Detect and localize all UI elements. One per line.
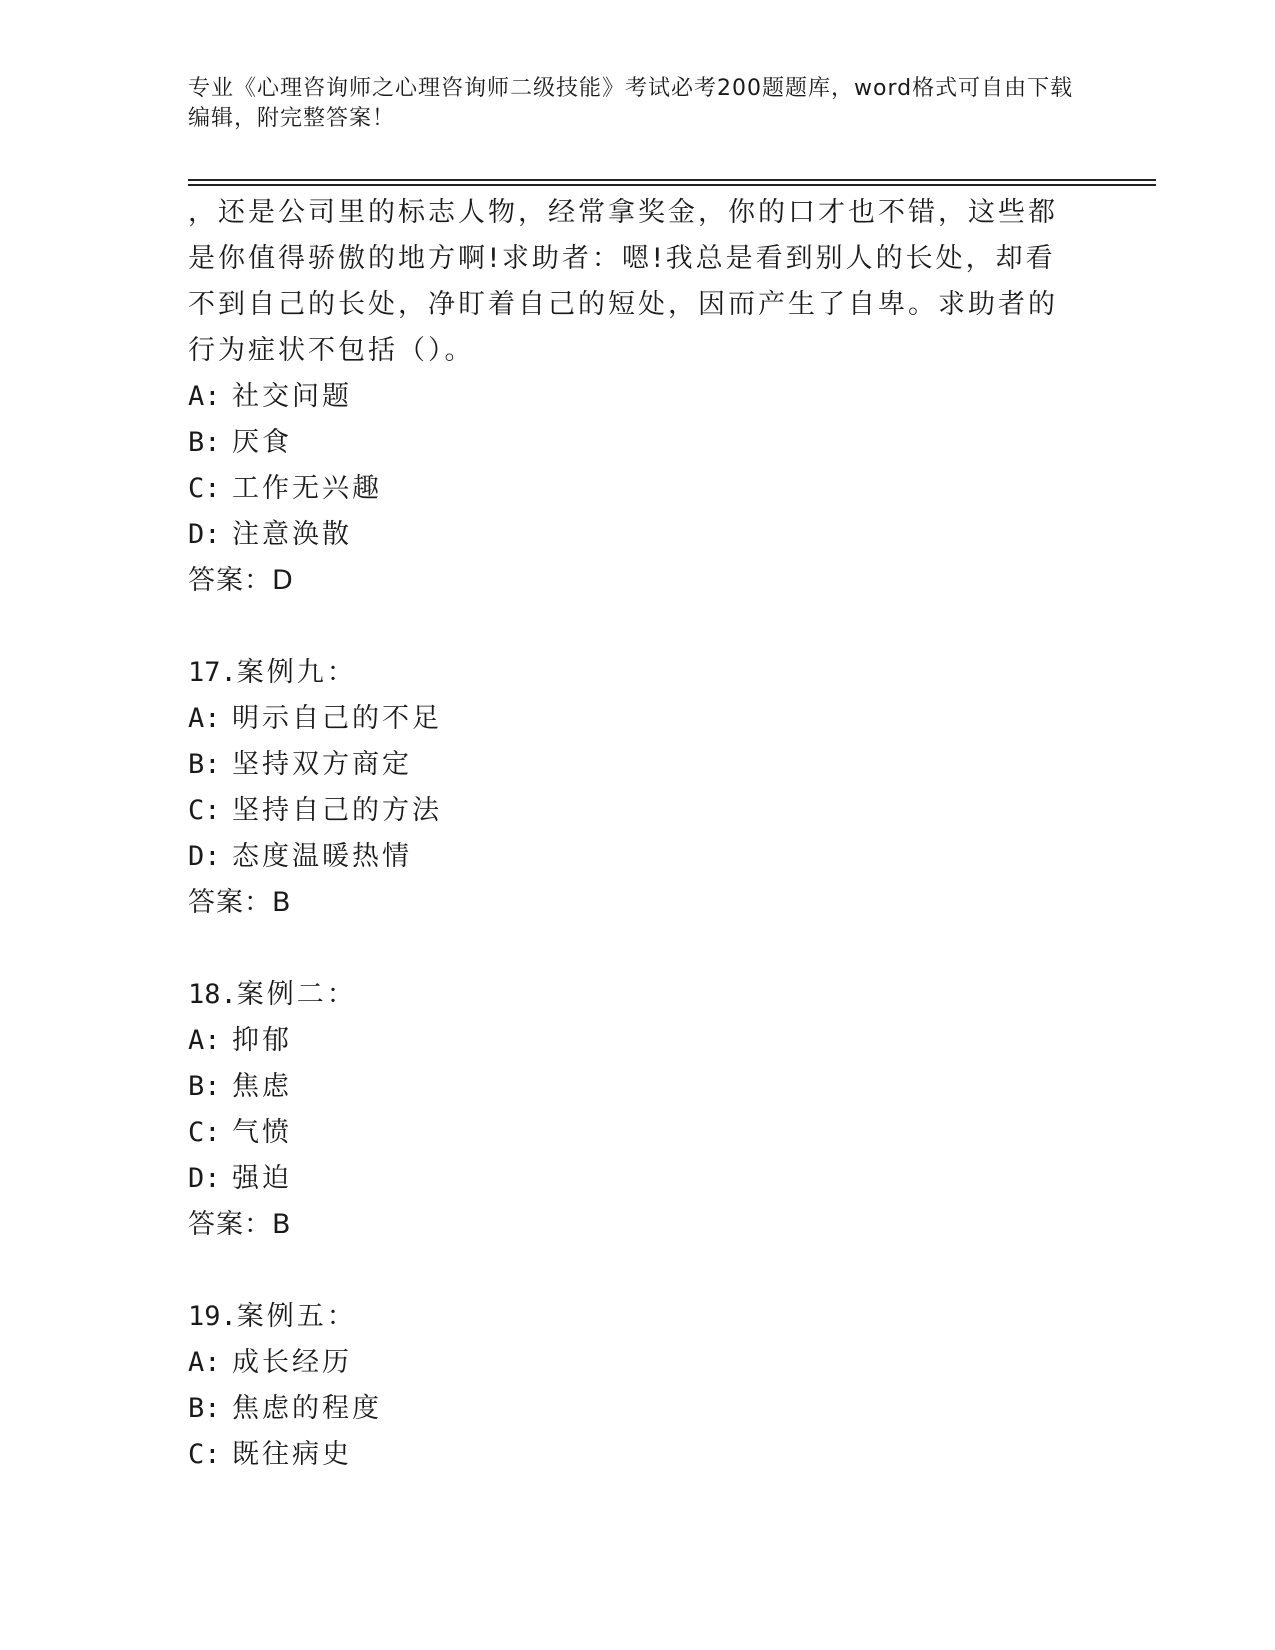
option-text: 工作无兴趣	[232, 473, 382, 504]
option-text: 焦虑的程度	[232, 1393, 382, 1424]
option-key: C:	[188, 1117, 221, 1148]
option-key: B:	[188, 749, 221, 780]
option-key: D:	[188, 1163, 221, 1194]
option-b	[188, 1386, 1068, 1432]
document-body	[188, 190, 1068, 1478]
option-text: 成长经历	[232, 1347, 352, 1378]
option-a	[188, 696, 1068, 742]
option-text: 社交问题	[232, 381, 352, 412]
option-text: 态度温暖热情	[232, 841, 412, 872]
question-stem: ，还是公司里的标志人物，经常拿奖金，你的口才也不错，这些都是你值得骄傲的地方啊!求助者：嗯!我总是看到别人的长处，却看不到自己的长处，净盯着自己的短处，因而产生了自卑。求助者的行为症状不包括（）。	[188, 197, 1058, 366]
option-key: B:	[188, 427, 221, 458]
option-key: C:	[188, 1439, 221, 1470]
option-c	[188, 466, 1068, 512]
option-c	[188, 1432, 1068, 1478]
document-header: 专业《心理咨询师之心理咨询师二级技能》考试必考200题题库，word格式可自由下载编辑，附完整答案！	[188, 76, 1074, 131]
answer-line: 答案：B	[188, 1209, 292, 1240]
question-title	[188, 972, 1068, 1018]
option-b	[188, 1064, 1068, 1110]
answer-line: 答案：D	[188, 565, 294, 596]
option-key: C:	[188, 473, 221, 504]
spacer	[188, 926, 1068, 972]
option-a	[188, 1340, 1068, 1386]
option-b	[188, 742, 1068, 788]
header-rule-top	[188, 179, 1156, 181]
header-rule-bottom	[188, 184, 1156, 186]
answer-line: 答案：B	[188, 887, 292, 918]
option-text: 强迫	[232, 1163, 292, 1194]
option-text: 坚持自己的方法	[232, 795, 442, 826]
option-text: 气愤	[232, 1117, 292, 1148]
question-title	[188, 650, 1068, 696]
option-d	[188, 512, 1068, 558]
option-a	[188, 1018, 1068, 1064]
question-label: 案例二：	[236, 979, 357, 1010]
option-key: D:	[188, 519, 221, 550]
option-d	[188, 834, 1068, 880]
option-key: A:	[188, 381, 221, 412]
option-key: B:	[188, 1071, 221, 1102]
option-text: 明示自己的不足	[232, 703, 442, 734]
option-text: 既往病史	[232, 1439, 352, 1470]
question-label: 案例九：	[236, 657, 357, 688]
option-text: 焦虑	[232, 1071, 292, 1102]
option-c	[188, 788, 1068, 834]
spacer	[188, 604, 1068, 650]
question-title	[188, 1294, 1068, 1340]
option-a	[188, 374, 1068, 420]
option-text: 注意涣散	[232, 519, 352, 550]
option-key: D:	[188, 841, 221, 872]
option-key: B:	[188, 1393, 221, 1424]
spacer	[188, 1248, 1068, 1294]
question-number: 18.	[188, 979, 237, 1010]
option-text: 坚持双方商定	[232, 749, 412, 780]
option-key: A:	[188, 1347, 221, 1378]
option-key: A:	[188, 1025, 221, 1056]
option-key: C:	[188, 795, 221, 826]
option-b	[188, 420, 1068, 466]
question-label: 案例五：	[236, 1301, 357, 1332]
option-c	[188, 1110, 1068, 1156]
option-key: A:	[188, 703, 221, 734]
option-d	[188, 1156, 1068, 1202]
question-number: 17.	[188, 657, 237, 688]
question-number: 19.	[188, 1301, 237, 1332]
option-text: 抑郁	[232, 1025, 292, 1056]
option-text: 厌食	[232, 427, 292, 458]
